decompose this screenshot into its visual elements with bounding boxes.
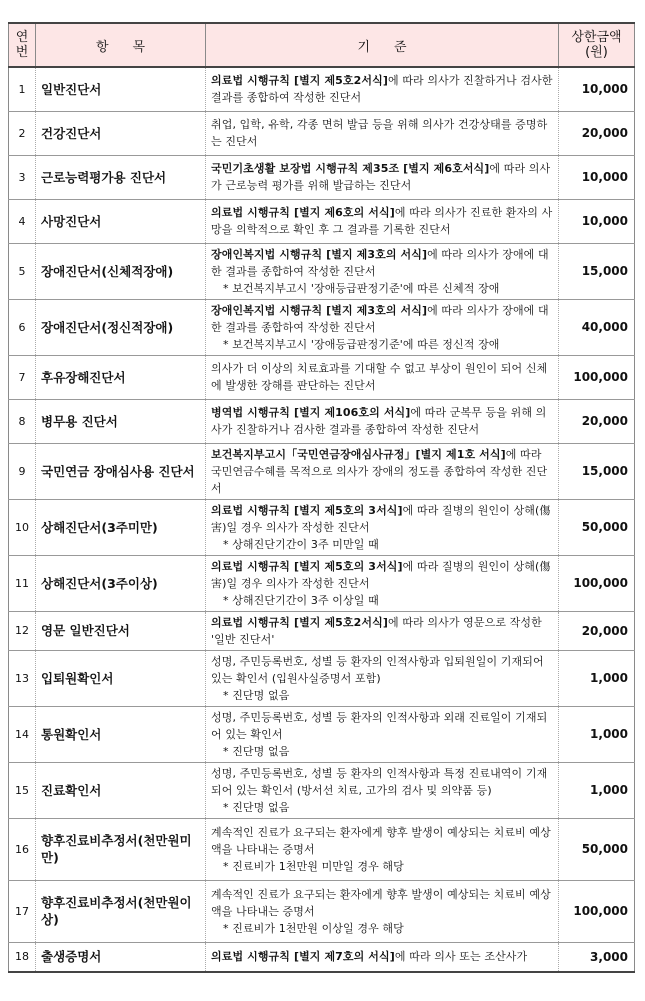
row-criteria: [206, 880, 559, 942]
criteria-description: 에 따라 의사가 근로능력 평가를 위해 발급하는 진단서: [211, 162, 551, 192]
row-item: 사망진단서: [36, 199, 206, 243]
criteria-note: * 상해진단기간이 3주 미만일 때: [223, 537, 379, 551]
row-item: 건강진단서: [36, 111, 206, 155]
table-row: [9, 611, 635, 650]
criteria-description: 에 따라 질병의 원인이 상해(傷害)일 경우 의사가 작성한 진단서: [211, 559, 551, 590]
criteria-description: 계속적인 진료가 요구되는 환자에게 향후 발생이 예상되는 치료비 예상액을 나타내는 증명서: [211, 887, 551, 918]
criteria-description: 에 따라 의사가 영문으로 작성한 '일반 진단서': [211, 615, 542, 646]
criteria-law: 의료법 시행규칙 [별지 제5호2서식]: [211, 74, 388, 88]
row-criteria: [206, 299, 559, 355]
criteria-law: 의료법 시행규칙 [별지 제5호의 3서식]: [211, 503, 403, 517]
criteria-note: * 보건복지부고시 '장애등급판정기준'에 따른 신체적 장애: [223, 281, 500, 295]
row-number: 5: [9, 243, 36, 299]
row-criteria: [206, 942, 559, 972]
criteria-description: 에 따라 군복무 등을 위해 의사가 진찰하거나 검사한 결과를 종합하여 작성한 진단서: [211, 406, 547, 436]
row-price: 1,000: [559, 650, 635, 706]
row-price: 1,000: [559, 706, 635, 762]
criteria-law: 의료법 시행규칙 [별지 제5호의 3서식]: [211, 559, 403, 573]
table-row: [9, 650, 635, 706]
row-item: 향후진료비추정서(천만원미만): [36, 818, 206, 880]
row-number: 12: [9, 611, 36, 650]
row-criteria: [206, 706, 559, 762]
row-number: 10: [9, 499, 36, 555]
row-item: 후유장해진단서: [36, 355, 206, 399]
row-item: 입퇴원확인서: [36, 650, 206, 706]
criteria-description: 에 따라 의사 또는 조산사가: [394, 950, 528, 964]
row-price: 50,000: [559, 818, 635, 880]
criteria-description: 성명, 주민등록번호, 성별 등 환자의 인적사항과 특정 진료내역이 기재되어 있는 확인서 (방서선 치료, 고가의 검사 및 의약품 등): [211, 766, 548, 797]
row-item: 진료확인서: [36, 762, 206, 818]
row-item: 일반진단서: [36, 67, 206, 111]
row-number: 14: [9, 706, 36, 762]
row-item: 영문 일반진단서: [36, 611, 206, 650]
row-price: 10,000: [559, 199, 635, 243]
table-row: [9, 155, 635, 199]
header-item: 항목: [36, 23, 206, 67]
row-number: 2: [9, 111, 36, 155]
row-item: 출생증명서: [36, 942, 206, 972]
row-price: 100,000: [559, 880, 635, 942]
row-criteria: [206, 67, 559, 111]
table-row: [9, 243, 635, 299]
row-criteria: [206, 243, 559, 299]
row-item: 장애진단서(정신적장애): [36, 299, 206, 355]
row-price: 100,000: [559, 355, 635, 399]
table-body: [9, 67, 635, 972]
table-header-row: [9, 23, 635, 67]
criteria-note: * 진단명 없음: [223, 744, 290, 758]
table-row: [9, 355, 635, 399]
criteria-note: * 진단명 없음: [223, 688, 290, 702]
row-price: 20,000: [559, 611, 635, 650]
row-number: 4: [9, 199, 36, 243]
criteria-description: 계속적인 진료가 요구되는 환자에게 향후 발생이 예상되는 치료비 예상액을 나타내는 증명서: [211, 825, 551, 856]
row-criteria: [206, 199, 559, 243]
criteria-note: * 상해진단기간이 3주 이상일 때: [223, 593, 379, 607]
table-row: [9, 111, 635, 155]
row-price: 15,000: [559, 243, 635, 299]
row-criteria: [206, 355, 559, 399]
row-item: 국민연금 장애심사용 진단서: [36, 443, 206, 499]
criteria-note: * 진단명 없음: [223, 800, 290, 814]
row-number: 7: [9, 355, 36, 399]
table-row: [9, 443, 635, 499]
row-price: 100,000: [559, 555, 635, 611]
row-price: 3,000: [559, 942, 635, 972]
criteria-description: 의사가 더 이상의 치료효과를 기대할 수 없고 부상이 원인이 되어 신체에 발생한 장해를 판단하는 진단서: [211, 362, 548, 392]
table-row: [9, 818, 635, 880]
table-row: [9, 762, 635, 818]
criteria-law: 보건복지부고시「국민연금장애심사규정」[별지 제1호 서식]: [211, 447, 506, 461]
row-criteria: [206, 650, 559, 706]
criteria-description: 에 따라 질병의 원인이 상해(傷害)일 경우 의사가 작성한 진단서: [211, 503, 551, 534]
criteria-law: 의료법 시행규칙 [별지 제5호2서식]: [211, 615, 388, 629]
row-price: 20,000: [559, 111, 635, 155]
row-price: 10,000: [559, 155, 635, 199]
table-row: [9, 555, 635, 611]
row-number: 8: [9, 399, 36, 443]
criteria-law: 장애인복지법 시행규칙 [별지 제3호의 서식]: [211, 303, 428, 317]
row-number: 15: [9, 762, 36, 818]
table-row: [9, 399, 635, 443]
criteria-law: 의료법 시행규칙 [별지 제6호의 서식]: [211, 206, 395, 219]
table-row: [9, 67, 635, 111]
row-criteria: [206, 155, 559, 199]
row-item: 근로능력평가용 진단서: [36, 155, 206, 199]
criteria-description: 에 따라 의사가 장애에 대한 결과를 종합하여 작성한 진단서: [211, 303, 549, 334]
row-price: 20,000: [559, 399, 635, 443]
criteria-note: * 진료비가 1천만원 미만일 경우 해당: [223, 859, 404, 873]
row-number: 17: [9, 880, 36, 942]
row-criteria: [206, 443, 559, 499]
table-row: [9, 706, 635, 762]
table-row: [9, 499, 635, 555]
criteria-law: 의료법 시행규칙 [별지 제7호의 서식]: [211, 950, 395, 964]
row-number: 13: [9, 650, 36, 706]
criteria-note: * 진료비가 1천만원 이상일 경우 해당: [223, 921, 404, 935]
criteria-description: 에 따라 의사가 장애에 대한 결과를 종합하여 작성한 진단서: [211, 247, 549, 278]
criteria-description: 에 따라 국민연금수혜를 목적으로 의사가 장애의 정도를 종합하여 작성한 진단서: [211, 447, 548, 495]
criteria-description: 취업, 입학, 유학, 각종 면허 발급 등을 위해 의사가 건강상태를 증명하는 진단서: [211, 118, 548, 148]
row-criteria: [206, 555, 559, 611]
row-price: 10,000: [559, 67, 635, 111]
criteria-law: 장애인복지법 시행규칙 [별지 제3호의 서식]: [211, 247, 428, 261]
row-criteria: [206, 499, 559, 555]
row-criteria: [206, 818, 559, 880]
criteria-description: 에 따라 의사가 진찰하거나 검사한 결과를 종합하여 작성한 진단서: [211, 74, 553, 105]
row-price: 40,000: [559, 299, 635, 355]
criteria-description: 에 따라 의사가 진료한 환자의 사망을 의학적으로 확인 후 그 결과를 기록한 진단서: [211, 206, 553, 236]
row-number: 1: [9, 67, 36, 111]
row-price: 1,000: [559, 762, 635, 818]
criteria-description: 성명, 주민등록번호, 성별 등 환자의 인적사항과 입퇴원일이 기재되어 있는 확인서 (입원사실증명서 포함): [211, 654, 544, 685]
row-number: 9: [9, 443, 36, 499]
row-item: 통원확인서: [36, 706, 206, 762]
header-no: 연 번: [9, 23, 36, 67]
row-item: 향후진료비추정서(천만원이상): [36, 880, 206, 942]
row-criteria: [206, 111, 559, 155]
header-criteria: 기준: [206, 23, 559, 67]
criteria-note: * 보건복지부고시 '장애등급판정기준'에 따른 정신적 장애: [223, 337, 500, 351]
row-price: 50,000: [559, 499, 635, 555]
fee-table: [8, 22, 635, 973]
criteria-description: 성명, 주민등록번호, 성별 등 환자의 인적사항과 외래 진료일이 기재되어 있는 확인서: [211, 710, 548, 741]
row-number: 6: [9, 299, 36, 355]
table-row: [9, 199, 635, 243]
row-number: 16: [9, 818, 36, 880]
criteria-law: 병역법 시행규칙 [별지 제106호의 서식]: [211, 406, 411, 419]
table-row: [9, 942, 635, 972]
row-number: 3: [9, 155, 36, 199]
header-price: 상한금액 (원): [559, 23, 635, 67]
criteria-law: 국민기초생활 보장법 시행규칙 제35조 [별지 제6호서식]: [211, 162, 490, 175]
table-row: [9, 299, 635, 355]
row-criteria: [206, 762, 559, 818]
row-item: 장애진단서(신체적장애): [36, 243, 206, 299]
row-item: 병무용 진단서: [36, 399, 206, 443]
row-item: 상해진단서(3주미만): [36, 499, 206, 555]
row-number: 11: [9, 555, 36, 611]
row-item: 상해진단서(3주이상): [36, 555, 206, 611]
table-row: [9, 880, 635, 942]
row-number: 18: [9, 942, 36, 972]
row-criteria: [206, 399, 559, 443]
row-criteria: [206, 611, 559, 650]
row-price: 15,000: [559, 443, 635, 499]
